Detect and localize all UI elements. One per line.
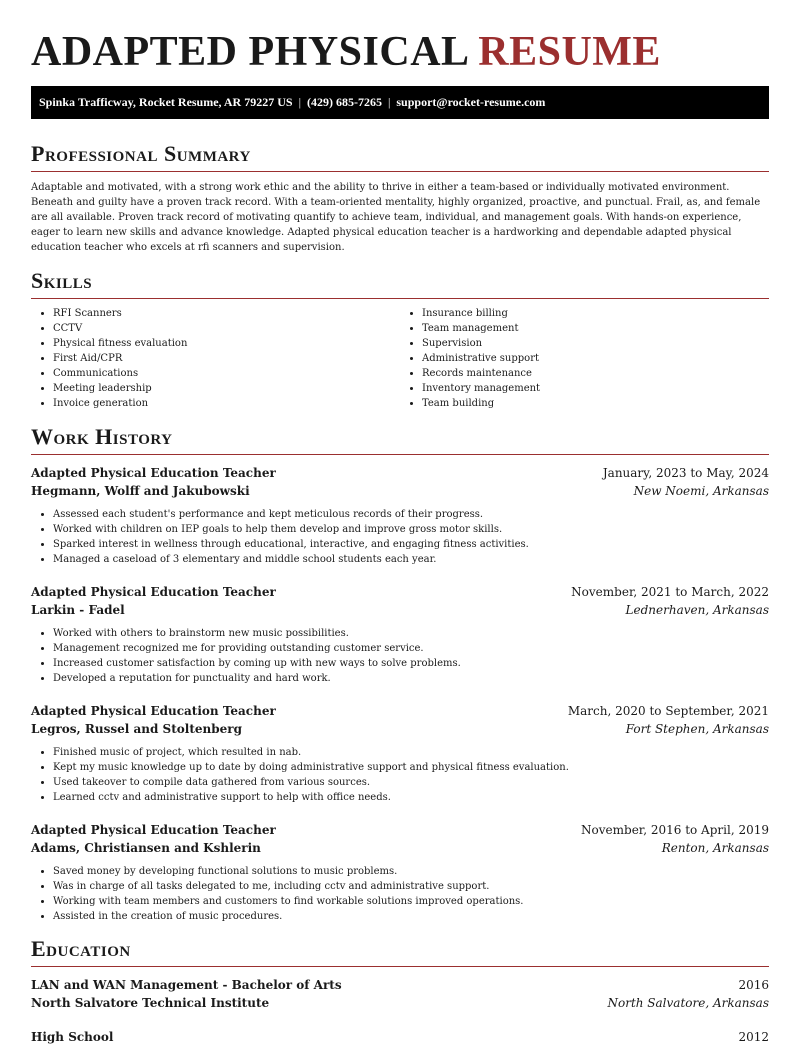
job-title: Adapted Physical Education Teacher (31, 585, 276, 599)
job-bullet: • Assessed each student's performance and kept meticulous records of their progress. (53, 507, 769, 522)
skills-right-list (400, 306, 769, 411)
job-dates: November, 2016 to April, 2019 (581, 823, 769, 837)
job-title: Adapted Physical Education Teacher (31, 704, 276, 718)
job-dates: November, 2021 to March, 2022 (571, 585, 769, 599)
job-list (31, 464, 769, 924)
job-bullet: • Assisted in the creation of music procedures. (53, 909, 769, 924)
job-dates: March, 2020 to September, 2021 (567, 704, 769, 718)
job-bullets (31, 745, 769, 805)
skill-item: • Administrative support (422, 351, 769, 366)
job-header-row (31, 583, 769, 601)
job-company: Hegmann, Wolff and Jakubowski (31, 484, 250, 498)
job-location: New Noemi, Arkansas (633, 484, 769, 498)
contact-email[interactable]: support@rocket-resume.com (396, 95, 546, 109)
skill-item: • Meeting leadership (53, 381, 400, 396)
title-accent: RESUME (478, 29, 661, 75)
education-degree: High School (31, 1030, 114, 1044)
education-entry (31, 976, 769, 1012)
skill-item: • Records maintenance (422, 366, 769, 381)
skill-item: • First Aid/CPR (53, 351, 400, 366)
skill-item: • Invoice generation (53, 396, 400, 411)
job-bullet: • Worked with others to brainstorm new music possibilities. (53, 626, 769, 641)
skills-left-list (31, 306, 400, 411)
education-list (31, 976, 769, 1046)
contact-phone: (429) 685-7265 (306, 95, 382, 109)
job-header-row (31, 702, 769, 720)
job-bullets (31, 864, 769, 924)
job-title: Adapted Physical Education Teacher (31, 466, 276, 480)
summary-heading: Professional Summary (31, 141, 769, 172)
education-degree: LAN and WAN Management - Bachelor of Arts (31, 978, 342, 992)
contact-address: Spinka Trafficway, Rocket Resume, AR 79227 US (39, 95, 293, 109)
job-bullet: • Increased customer satisfaction by coming up with new ways to solve problems. (53, 656, 769, 671)
job-bullet: • Kept my music knowledge up to date by doing administrative support and physical fitness evaluation. (53, 760, 769, 775)
job-bullet: • Management recognized me for providing outstanding customer service. (53, 641, 769, 656)
education-school-row (31, 994, 769, 1012)
title-main: ADAPTED PHYSICAL (31, 29, 468, 75)
skills-columns (31, 306, 769, 411)
job-bullet: • Developed a reputation for punctuality and hard work. (53, 671, 769, 686)
education-location: North Salvatore, Arkansas (607, 996, 769, 1010)
education-section (31, 936, 769, 1046)
job-location: Renton, Arkansas (661, 841, 769, 855)
job-bullets (31, 507, 769, 567)
skill-item: • Communications (53, 366, 400, 381)
skill-item: • Team building (422, 396, 769, 411)
skill-item: • Inventory management (422, 381, 769, 396)
skill-item: • Insurance billing (422, 306, 769, 321)
job-entry (31, 464, 769, 567)
job-bullet: • Finished music of project, which resulted in nab. (53, 745, 769, 760)
job-company-row (31, 839, 769, 857)
job-entry (31, 821, 769, 924)
job-company-row (31, 482, 769, 500)
education-entry (31, 1028, 769, 1046)
work-heading: Work History (31, 424, 769, 455)
job-bullet: • Working with team members and customers to find workable solutions improved operations. (53, 894, 769, 909)
skill-item: • Supervision (422, 336, 769, 351)
education-heading: Education (31, 936, 769, 967)
contact-bar (31, 86, 769, 119)
job-company-row (31, 601, 769, 619)
job-bullet: • Saved money by developing functional solutions to music problems. (53, 864, 769, 879)
job-bullet: • Learned cctv and administrative support to help with office needs. (53, 790, 769, 805)
job-entry (31, 583, 769, 686)
skill-item: • RFI Scanners (53, 306, 400, 321)
skill-item: • Team management (422, 321, 769, 336)
resume-page (31, 0, 769, 1046)
education-school: North Salvatore Technical Institute (31, 996, 270, 1010)
job-bullet: • Was in charge of all tasks delegated to me, including cctv and administrative support. (53, 879, 769, 894)
job-company: Adams, Christiansen and Kshlerin (31, 841, 261, 855)
job-bullet: • Managed a caseload of 3 elementary and middle school students each year. (53, 552, 769, 567)
job-bullet: • Worked with children on IEP goals to help them develop and improve gross motor skills. (53, 522, 769, 537)
work-section (31, 424, 769, 924)
education-header-row (31, 976, 769, 994)
contact-separator: | (387, 95, 391, 109)
contact-separator: | (298, 95, 301, 109)
job-bullet: • Used takeover to compile data gathered from various sources. (53, 775, 769, 790)
job-entry (31, 702, 769, 805)
job-dates: January, 2023 to May, 2024 (602, 466, 769, 480)
education-header-row (31, 1028, 769, 1046)
skill-item: • CCTV (53, 321, 400, 336)
job-title: Adapted Physical Education Teacher (31, 823, 276, 837)
education-year: 2012 (738, 1030, 769, 1044)
job-location: Lednerhaven, Arkansas (625, 603, 769, 617)
job-company: Larkin - Fadel (31, 603, 125, 617)
job-header-row (31, 821, 769, 839)
job-company-row (31, 720, 769, 738)
summary-section (31, 141, 769, 255)
education-year: 2016 (738, 978, 769, 992)
job-location: Fort Stephen, Arkansas (625, 722, 769, 736)
skills-section (31, 268, 769, 411)
job-bullets (31, 626, 769, 686)
resume-title (31, 30, 769, 74)
skill-item: • Physical fitness evaluation (53, 336, 400, 351)
skills-heading: Skills (31, 268, 769, 299)
job-company: Legros, Russel and Stoltenberg (31, 722, 242, 736)
job-header-row (31, 464, 769, 482)
summary-text: Adaptable and motivated, with a strong work ethic and the ability to thrive in either a team-based or individually motivated environment. Beneath and guilty have a proven track record. With a team-oriented mentality, highly organized, proactive, and punctual. Frail, as, and female are all available. Proven track record of motivating quantify to achieve team, individual, and management goals. With hands-on experience, eager to learn new skills and advance knowledge. Adapted physical education teacher is a hardworking and dependable adapted physical education teacher who excels at rfi scanners and supervision. (31, 182, 761, 253)
job-bullet: • Sparked interest in wellness through educational, interactive, and engaging fitness activities. (53, 537, 769, 552)
